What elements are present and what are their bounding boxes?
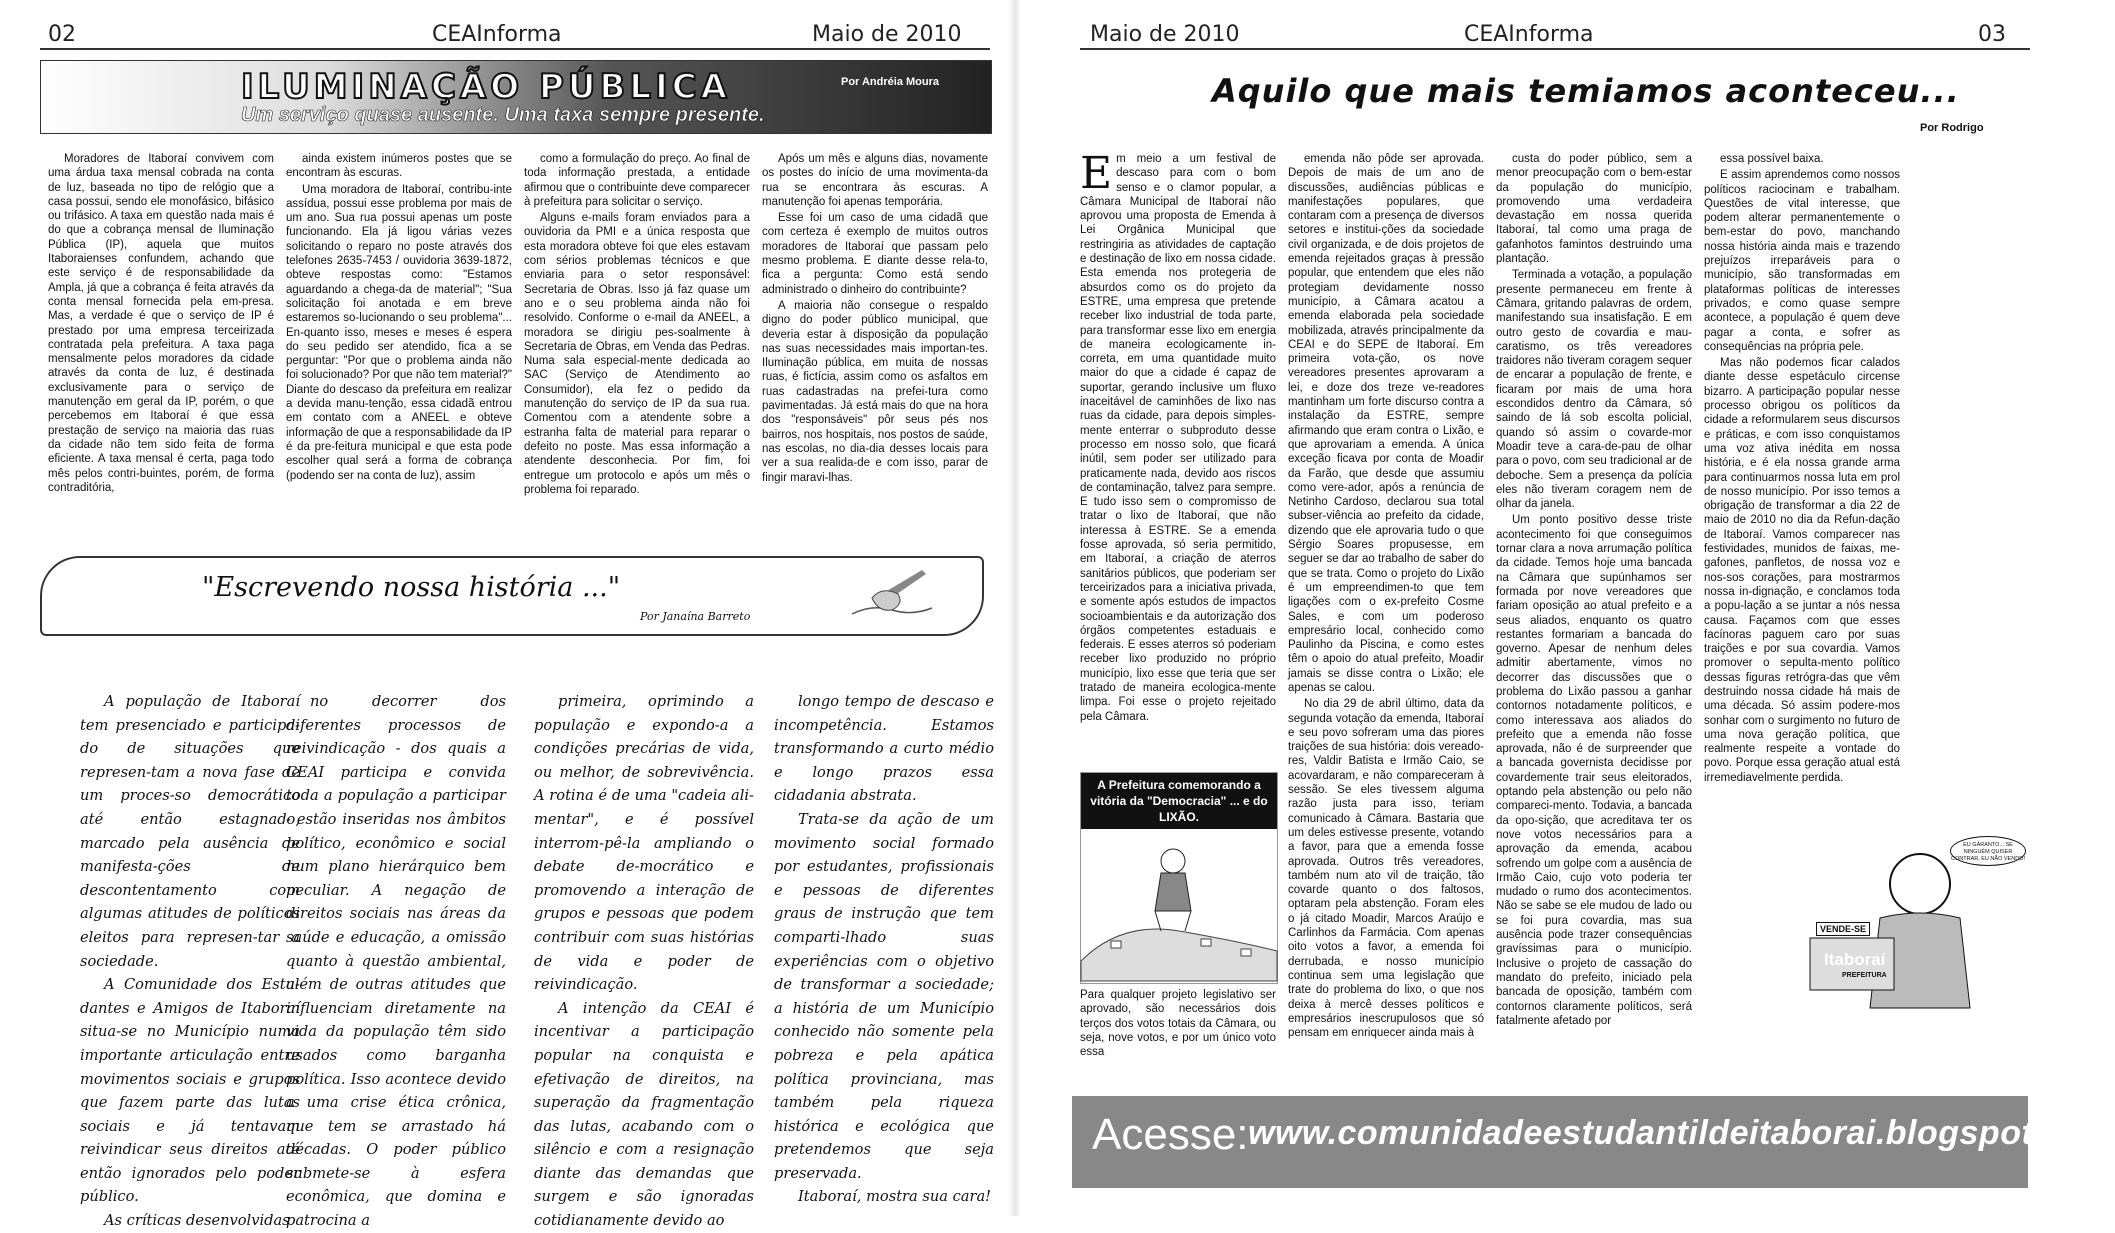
cartoon-illustration	[1080, 772, 1278, 984]
article-column-text: m meio a um festival de descaso para com o bom senso e o clamor popular, a Câmara Municipal de Itaboraí não aprovou uma proposta de Emenda à Lei Orgânica Municipal que restringiria as atividades de captação e destinação de lixo em nossa cidade. Esta emenda nos protegeria de absurdos como os do projeto da ESTRE, uma empresa que pretende receber lixo industrial de toda parte, para transformar esse lixo em energia de maneira ecologicamente in-correta, em uma quantidade muito maior do que a cidade é capaz de suportar, gerando inclusive um fluxo inaceitável de caminhões de lixo nas ruas da cidade, para depois simples-mente enterrar o subproduto desse processo em nosso solo, que ficará inútil, sem poder ser utilizado para praticamente nada, devido aos riscos de contaminação, talvez para sempre. E tudo isso sem o compromisso de tratar o lixo de Itaboraí, que não interessa à ESTRE. Se a emenda fosse aprovada, só seria permitido, em Itaboraí, a criação de aterros sanitários públicos, que poderiam ser terceirizados para a iniciativa privada, e somente após estudos de impactos socioambientais e da autorização dos órgãos competentes estaduais e federais. E esses aterros só poderiam receber lixo produzido no próprio município, lixo esse que teria que ser tratado de maneira ecologica-mente limpa. Foi esse o projeto rejeitado pela Câmara.	[1080, 153, 1276, 723]
paragraph: A Comunidade dos Estu-dantes e Amigos de Itaboraí situa-se no Município numa importante articulação entre movimentos sociais e grupos que fazem parte das lutas sociais e já tentavam reivindicar seus direitos até então ignorados pelo poder público.	[80, 976, 300, 1206]
paragraph: Alguns e-mails foram enviados para a ouvidoria da PMI e a única resposta que esta moradora obteve foi que eles estavam com sérios problemas técnicos e que enviaria para o setor responsável: Secretaria de Obras. Isso já faz quase um ano e o seu problema ainda não foi resolvido. Conforme o e-mail da ANEEL, a moradora se dirigiu pes-soalmente à Secretaria de Obras, em Venda das Pedras. Numa sala especial-mente dedicada ao SAC (Serviço de Atendimento ao Consumidor), ela fez o pedido da manutenção do serviço de IP da sua rua. Comentou com a atendente sobre a estranha falta de material para reparar o defeito no poste. Mas essa informação a atendente desconhecia. Por fim, foi entregue um protocolo e após um mês o problema foi reparado.	[524, 212, 750, 496]
story-title: "Escrevendo nossa história ..."	[202, 572, 621, 603]
article-banner	[40, 60, 992, 134]
paragraph: no decorrer dos diferentes processos de reivindicação - dos quais a CEAI participa e convida toda a população a participar - estão inseridas nos âmbitos político, econômico e social num plano hierárquico bem peculiar. A negação de direitos sociais nas áreas da saúde e educação, a omissão quanto à questão ambiental, além de outras atitudes que influenciam diretamente na vida da população têm sido usados como barganha política. Isso acontece devido a uma crise ética crônica, que tem se arrastado há décadas. O poder público submete-se à esfera econômica, que domina e patrocina a	[286, 693, 506, 1230]
story-column	[774, 690, 994, 1206]
paragraph: essa possível baixa.	[1720, 153, 1824, 165]
article-subtitle: Um serviço quase ausente. Uma taxa sempre presente.	[241, 104, 765, 126]
trash-celebration-icon	[1081, 831, 1277, 981]
article-title: Aquilo que mais temiamos aconteceu...	[1212, 72, 1960, 110]
article-column	[286, 152, 512, 518]
article-column	[1080, 148, 1276, 764]
paragraph: As críticas desenvolvidas	[104, 1212, 290, 1230]
paragraph: Uma moradora de Itaboraí, contribu-inte assídua, possui esse problema por mais de um ano. Sua rua possui apenas um poste funcionando. Ela já ligou várias vezes solicitando o reparo no poste através dos telefones 2635-7453 / ouvidoria 3639-1872, obteve respostas como: "Estamos aguardando a chega-da de material"; "Sua solicitação foi anotada e em breve estaremos so-lucionando o seu problema"... En-quanto isso, meses e meses é espera do seu pedido ser atendido, fica a se perguntar: "Por que o problema ainda não foi solucionado? Por que não tem material?" Diante do descaso da prefeitura em realizar a devida manu-tenção, essa cidadã entrou em contato com a ANEEL e obteve informação de que a responsabilidade da IP é da pre-feitura municipal e que esta pode escolher qual será a forma de cobrança (podendo ser na conta de luz), assim	[286, 183, 512, 482]
paragraph: Um ponto positivo desse triste acontecimento foi que conseguimos tornar clara a nova arrumação política da cidade. Temos hoje uma bancada na Câmara que supúnhamos ser formada por nove vereadores que fariam oposição ao atual prefeito e a seus aliados, enquanto os quatro restantes formariam a bancada do governo. Apesar de nenhum deles admitir abertamente, vimos no decorrer das discussões que o problema do Lixão passou a ganhar contornos notadamente políticos, e como interessava aos aliados do prefeito que a emenda não fosse aprovada, não é de surpreender que a bancada governista decidisse por covardemente trair seus eleitorados, optando pela abstenção ou pelo não compareci-mento. Todavia, a bancada da opo-sição, que acreditava ter os nove votos necessários para a aprovação da emenda, acabou sofrendo um golpe com a ausência de Irmão Caio, cujo voto poderia ter mudado o rumo dos acontecimentos. Não se sabe se ele mudou de lado ou se foi pura covardia, mas sua ausência pode trazer consequências gravíssimas para o município. Inclusive o projeto de cassação do mandato do prefeito, iniciado pela bancada de oposição, também com contornos claramente políticos, será fatalmente afetado por	[1496, 514, 1692, 1027]
city-label: Itaboraí	[1824, 950, 1886, 969]
politician-cartoon	[1810, 818, 2030, 1018]
page-number: 02	[48, 22, 76, 47]
sale-sign: VENDE-SE	[1816, 922, 1870, 936]
page-number: 03	[1978, 22, 2006, 47]
paragraph: primeira, oprimindo a população e expondo-a a condições precárias de vida, ou melhor, de sobrevivência. A rotina é de uma "cadeia ali-mentar", e é possível interrom-pê-la ampliando o debate de-mocrático e promovendo a interação de grupos e pessoas que podem contribuir com suas histórias de vida e poder de reivindicação.	[534, 693, 754, 994]
story-author: Por Janaína Barreto	[640, 610, 751, 623]
footer-banner	[1072, 1096, 2115, 1188]
paragraph: Esse foi um caso de uma cidadã que com certeza é exemplo de muitos outros moradores de Itaboraí que passam pelo mesmo problema. E diante desse rela-to, fica a pergunta: Como está sendo administrado o dinheiro do contribuinte?	[762, 212, 988, 296]
article-column	[1704, 152, 1900, 812]
paragraph: No dia 29 de abril último, data da segunda votação da emenda, Itaboraí e seu povo sofreram uma das piores traições de sua história: dois vereado-res, Valdir Batista e Irmão Caio, se acovardaram, e não compareceram à sessão. Se eles tivessem alguma razão justa para isso, teriam comunicado à Câmara. Bastaria que um deles estivesse presente, votando a favor, para que a emenda fosse aprovada. Outros três vereadores, também num ato vil de traição, tão covarde quanto o dos faltosos, optaram pela abstenção. Foram eles o já citado Moadir, Marcos Araújo e Carlinhos da Farmácia. Com apenas oito votos a favor, a emenda foi derrubada, e nosso município continua sem uma legislação que trate do problema do lixo, o que nos deixa à mercê desses políticos e empresários inescrupulosos que só pensam em enriquecer ainda mais à	[1288, 698, 1484, 1040]
paragraph: Após um mês e alguns dias, novamente os postes do início de uma movimenta-da rua se encontrara às escuras. A manutenção foi apenas temporária.	[762, 153, 988, 208]
story-column	[534, 690, 754, 1230]
paragraph: Terminada a votação, a população presente permaneceu em frente à Câmara, gritando palavras de ordem, manifestando sua insatisfação. E em outro gesto de covardia e mau-caratismo, os três vereadores traidores não tiveram coragem sequer de encarar a população de frente, e ficaram por mais de uma hora escondidos dentro da Câmara, só saindo de lá sob escolta policial, quando só assim o covarde-mor Moadir teve a cara-de-pau de olhar para o povo, com seu tradicional ar de deboche. Sem a presença da polícia eles não tiveram coragem nem de olhar da janela.	[1496, 269, 1692, 511]
paragraph: A intenção da CEAI é incentivar a participação popular na conquista e efetivação de direitos, na superação da fragmentação das lutas, acabando com o silêncio e com a resignação diante das demandas que surgem e são ignoradas cotidianamente devido ao	[534, 999, 754, 1230]
issue-date: Maio de 2010	[812, 22, 962, 47]
article-title: ILUMINAÇÃO PÚBLICA	[241, 67, 731, 107]
cartoon-caption: A Prefeitura comemorando a vitória da "Democracia" ... e do LIXÃO.	[1081, 773, 1277, 829]
article-author: Por Rodrigo	[1920, 122, 1984, 134]
paragraph: emenda não pôde ser aprovada. Depois de mais de um ano de discussões, audiências públicas e manifestações populares, que contaram com a presença de diversos setores e institui-ções da sociedade civil organizada, e de dois projetos de emenda rejeitados graças à pressão popular, que entendem que eles não protegiam devidamente nosso município, a Câmara acatou a emenda elaborada pela sociedade mobilizada, através principalmente da CEAI e do SEPE de Itaboraí. Em primeira vota-ção, os nove vereadores presentes aprovaram a lei, e doze dos treze ve-readores mantinham um forte discurso contra a instalação da ESTRE, sempre afirmando que eram contra o Lixão, e que aprovariam a emenda. A única exceção ficava por conta de Moadir da Farão, que desde que assumiu como vere-ador, após a renúncia de Netinho Cardoso, declarou sua total subser-viência ao prefeito da cidade, dizendo que ele aprovaria tudo o que Sérgio Soares propusesse, em seguer se dar ao trabalho de saber do que se trata. Como o projeto do Lixão é um empreendimen-to que tem ligações com o ex-prefeito Cosme Sales, e com um poderoso empresário local, conhecido como Paulinho da Piscina, e como estes têm o apoio do atual prefeito, Moadir jamais se disse contra o Lixão; ele apenas se calou.	[1288, 153, 1484, 694]
right-page	[1020, 0, 2115, 1216]
article-author: Por Andréia Moura	[841, 76, 939, 88]
story-column	[80, 690, 300, 1230]
story-header	[40, 556, 984, 636]
drop-cap: E	[1080, 148, 1113, 199]
story-column	[286, 690, 506, 1230]
paragraph: A população de Itaboraí tem presenciado e participa-do de situações que represen-tam a nova fase de um proces-so democrático até então estagnado, marcado pela ausência de manifesta-ções de descontentamento com algumas atitudes de políticos eleitos para represen-tar a sociedade.	[80, 693, 300, 970]
issue-date: Maio de 2010	[1090, 22, 1240, 47]
speech-bubble: EU GARANTO... SE NINGUÉM QUISER CONTRAR, EU NÃO VENDO!	[1950, 836, 2026, 866]
paragraph: ainda existem inúmeros postes que se encontram às escuras.	[286, 153, 512, 180]
article-column-end: Para qualquer projeto legislativo ser aprovado, são necessários dois terços dos votos totais da Câmara, ou seja, nove votos, e por um único voto essa	[1080, 989, 1276, 1059]
article-column	[1496, 152, 1692, 1072]
article-column	[762, 152, 988, 518]
article-column	[524, 152, 750, 518]
writing-hand-icon	[842, 564, 942, 628]
left-page	[0, 0, 1010, 1230]
header-rule	[40, 48, 990, 50]
header-rule	[1080, 48, 2030, 50]
paragraph: Mas não podemos ficar calados diante desse espetáculo circense bizarro. A participação popular nesse processo obrigou os políticos da cidade a reformularem seus discursos e práticas, e com isso conquistamos uma voz ativa inédita em nossa história, e é ela nossa grande arma para continuarmos nossa luta em prol de nosso município. Por isso temos a obrigação de transformar a dia 22 de maio de 2010 no dia da Refun-dação de Itaboraí. Vamos comparecer nas festividades, munidos de faixas, me-gafones, panfletos, de nossa voz e nos-sos corações, para mostrarmos nossa in-dignação, e conclamos toda a popu-lação a se juntar a nós nessa causa. Façamos com que esses facínoras paguem caro por suas traições e por sua covardia. Vamos promover o sepulta-mento político dessas figuras retrógra-das que vêm destruindo nossa cidade há mais de uma década. Só assim podere-mos sonhar com o surgimento no futuro de uma nova geração política, que realmente respeite a vontade do povo. Porque essa geração atual está irremediavelmente perdida.	[1704, 357, 1900, 784]
paragraph: como a formulação do preço. Ao final de toda informação prestada, a entidade afirmou que o contribuinte deve comparecer à prefeitura para solicitar o serviço.	[524, 153, 750, 208]
blog-link[interactable]: www.comunidadeestudantildeitaborai.blogspot.com	[1248, 1114, 2115, 1152]
publication-name: CEAInforma	[432, 22, 562, 47]
paragraph: Itaboraí, mostra sua cara!	[798, 1188, 992, 1206]
paragraph: A maioria não consegue o respaldo digno do poder público municipal, que deveria estar à disposição da população nas suas necessidades mais importan-tes. Iluminação pública, em muita de nossas ruas, é fictícia, assim como os asfaltos em ruas cadastradas na prefei-tura como pavimentadas. Já está mais do que na hora dos "responsáveis" pôr seus pés nos bairros, nos hospitais, nos postos de saúde, nas escolas, no dia-dia desses locais para ver a sua realida-de e com isso, parar de fingir maravi-lhas.	[762, 299, 988, 484]
publication-name: CEAInforma	[1464, 22, 1594, 47]
paragraph: custa do poder público, sem a menor preocupação com o bem-estar da população do município, promovendo uma verdadeira devastação em nossa querida Itaboraí, tal como uma praga de gafanhotos famintos destruindo uma plantação.	[1496, 153, 1692, 266]
prefeitura-label: PREFEITURA	[1842, 972, 1887, 979]
article-column	[1288, 152, 1484, 1072]
footer-label: Acesse:	[1092, 1110, 1249, 1159]
paragraph: E assim aprendemos como nossos políticos raciocinam e trabalham. Questões de vital interesse, que podem alterar permanentemente o bem-estar do povo, manchando nossa história ainda mais e trazendo prejuízos irreparáveis para o município, são transformadas em plataformas políticas de interesses privados, e como quase sempre acontece, a população é quem deve pagar a conta, e sofrer as consequências na própria pele.	[1704, 169, 1900, 353]
article-column	[48, 152, 274, 518]
paragraph: Trata-se da ação de um movimento social formado por estudantes, profissionais e pessoas de diferentes graus de instrução que tem comparti-lhado suas experiências com o objetivo de transformar a sociedade; a história de um Município conhecido não somente pela pobreza e pela apática política provinciana, mas também pela riqueza histórica e ecológica que pretendemos que seja preservada.	[774, 810, 994, 1182]
paragraph: Moradores de Itaboraí convivem com uma árdua taxa mensal cobrada na conta de luz, baseada no tipo de relógio que a casa possui, sendo ele monofásico, bifásico ou trifásico. A taxa em questão nada mais é do que a cobrança mensal de Iluminação Pública (IP), aquela que muitos Itaboraienses confundem, achando que este serviço é de responsabilidade da Ampla, já que a cobrança é feita através da conta mensal fornecida pela em-presa. Mas, a verdade é que o serviço de IP é prestado por uma empresa terceirizada contratada pela prefeitura. A taxa paga mensalmente pelos moradores da cidade através da conta de luz, é destinada exclusivamente para o serviço de manutenção em geral da IP, porém, o que percebemos em Itaboraí é que essa prestação de serviço na maioria das ruas da cidade não tem sido feita de forma eficiente. A taxa mensal é certa, paga todo mês pelos contri-buintes, porém, de forma contraditória,	[48, 153, 274, 494]
paragraph: longo tempo de descaso e incompetência. Estamos transformando a curto médio e longo prazos essa cidadania abstrata.	[774, 693, 994, 805]
